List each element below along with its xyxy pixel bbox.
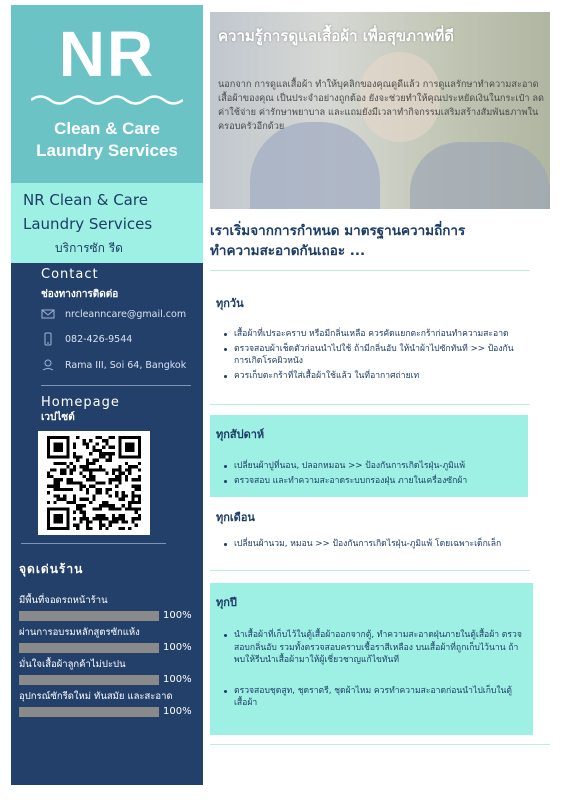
feature-item bbox=[19, 593, 204, 621]
schedule-list bbox=[234, 538, 534, 551]
divider bbox=[210, 404, 530, 405]
contact-title: Contact bbox=[41, 267, 99, 282]
feature-percent: 100% bbox=[163, 706, 192, 717]
feature-item bbox=[19, 689, 204, 717]
logo-tagline-2: Laundry Services bbox=[36, 141, 178, 160]
logo-text: NR bbox=[58, 18, 156, 90]
schedule-list bbox=[234, 328, 524, 382]
feature-percent: 100% bbox=[163, 674, 192, 685]
homepage-title: Homepage bbox=[41, 395, 120, 410]
divider bbox=[21, 543, 166, 544]
business-name-line-1: NR Clean & Care bbox=[23, 191, 148, 209]
hero-title: ความรู้การดูแลเสื้อผ้า เพื่อสุขภาพที่ดี bbox=[218, 27, 454, 45]
contact-phone-text: 082-426-9544 bbox=[65, 333, 133, 345]
feature-item bbox=[19, 625, 204, 653]
feature-progress-track bbox=[19, 611, 159, 621]
feature-progress bbox=[19, 674, 204, 685]
schedule-title: ทุกเดือน bbox=[216, 511, 255, 524]
contact-address bbox=[41, 358, 186, 372]
feature-percent: 100% bbox=[163, 642, 192, 653]
contact-phone[interactable] bbox=[41, 332, 132, 346]
schedule-headline bbox=[210, 221, 540, 261]
feature-progress-fill bbox=[19, 675, 159, 685]
logo-tagline-1: Clean & Care bbox=[54, 119, 160, 138]
contact-email-text: nrcleanncare@gmail.com bbox=[65, 308, 187, 320]
hero-text: นอกจาก การดูแลเสื้อผ้า ทำให้บุคลิกของคุณดูดีแล้ว การดูแลรักษาทำความสะอาดเสื้อผ้าของคุณ เป็นประจำอย่างถูกต้อง ยังจะช่วยทำให้คุณประหยัดเงินในกระเป๋า ลดค่าใช้จ่าย ค่ารักษาพยาบาล และแถมยังมีเวลาทำกิจกรรมเสริมสร้างสัมพันธภาพในครอบครัวอีกด้วย bbox=[218, 79, 544, 132]
hero-banner bbox=[210, 12, 550, 209]
divider bbox=[41, 385, 191, 386]
schedule-item: เปลี่ยนผ้านวม, หมอน >> ป้องกันการเกิดไรฝุ่น-ภูมิแพ้ โดยเฉพาะเด็กเล็ก bbox=[234, 538, 534, 551]
schedule-title: ทุกวัน bbox=[216, 297, 244, 310]
schedule-daily bbox=[210, 282, 540, 402]
features-title: จุดเด่นร้าน bbox=[19, 562, 84, 576]
location-icon bbox=[41, 358, 55, 372]
qr-code[interactable] bbox=[38, 431, 150, 535]
schedule-title: ทุกสัปดาห์ bbox=[216, 428, 265, 441]
schedule-monthly bbox=[210, 500, 540, 570]
sidebar bbox=[11, 5, 203, 785]
feature-progress bbox=[19, 610, 204, 621]
feature-progress bbox=[19, 642, 204, 653]
schedule-item: ตรวจสอบชุดสูท, ชุดราตรี, ชุดผ้าไหม ควรทำความสะอาดก่อนนำไปเก็บในตู้เสื้อผ้า bbox=[234, 685, 526, 710]
feature-progress-fill bbox=[19, 707, 159, 717]
feature-label: มั่นใจเสื้อผ้าลูกค้าไม่ปะปน bbox=[19, 659, 126, 670]
feature-label: มีพื้นที่จอดรถหน้าร้าน bbox=[19, 595, 108, 606]
schedule-weekly bbox=[210, 415, 528, 497]
schedule-title: ทุกปี bbox=[216, 596, 237, 609]
feature-item bbox=[19, 657, 204, 685]
contact-email[interactable] bbox=[41, 307, 186, 321]
business-name-line-2: Laundry Services bbox=[23, 215, 153, 233]
wave-icon bbox=[31, 93, 183, 107]
headline-line-1: เราเริ่มจากการกำหนด มาตรฐานความถี่การ bbox=[210, 223, 466, 239]
schedule-item: ควรเก็บตะกร้าที่ใส่เสื้อผ้าใช้แล้ว ในที่อากาศถ่ายเท bbox=[234, 370, 524, 383]
feature-progress-track bbox=[19, 675, 159, 685]
feature-progress-track bbox=[19, 707, 159, 717]
schedule-list bbox=[234, 629, 526, 710]
brand-logo bbox=[11, 5, 203, 195]
feature-progress-fill bbox=[19, 611, 159, 621]
feature-label: ผ่านการอบรมหลักสูตรซักแห้ง bbox=[19, 627, 140, 638]
feature-progress bbox=[19, 706, 204, 717]
phone-icon bbox=[41, 332, 55, 346]
schedule-list bbox=[234, 460, 519, 487]
contact-address-text: Rama III, Soi 64, Bangkok bbox=[65, 359, 187, 371]
feature-label: อุปกรณ์ซักรีดใหม่ ทันสมัย และสะอาด bbox=[19, 691, 173, 702]
homepage-subtitle: เวปไซต์ bbox=[41, 412, 75, 423]
business-name-box bbox=[11, 183, 203, 263]
headline-line-2: ทำความสะอาดกันเถอะ ... bbox=[210, 243, 366, 259]
schedule-item: เสื้อผ้าที่เปรอะคราบ หรือมีกลิ่นเหลือ ควรคัดแยกตะกร้าก่อนทำความสะอาด bbox=[234, 328, 524, 341]
divider bbox=[210, 744, 550, 745]
feature-progress-track bbox=[19, 643, 159, 653]
schedule-item: เปลี่ยนผ้าปูที่นอน, ปลอกหมอน >> ป้องกันการเกิดไรฝุ่น-ภูมิแพ้ bbox=[234, 460, 519, 473]
schedule-item: ตรวจสอบผ้าเช็ดตัวก่อนนำไปใช้ ถ้ามีกลิ่นอับ ให้นำผ้าไปซักทันที >> ป้องกันการเกิดโรคผิวหนัง bbox=[234, 343, 524, 368]
contact-subtitle: ช่องทางการติดต่อ bbox=[41, 289, 119, 300]
feature-percent: 100% bbox=[163, 610, 192, 621]
schedule-yearly bbox=[210, 583, 533, 735]
qr-code-icon bbox=[43, 436, 145, 530]
schedule-item: ตรวจสอบ และทำความสะอาดระบบกรองฝุ่น ภายในเครื่องซักผ้า bbox=[234, 475, 519, 488]
divider bbox=[210, 270, 530, 271]
divider bbox=[210, 570, 530, 571]
business-name-thai: บริการซัก รีด bbox=[55, 241, 123, 255]
schedule-item: นำเสื้อผ้าที่เก็บไว้ในตู้เสื้อผ้าออกจากตู้, ทำความสะอาดฝุ่นภายในตู้เสื้อผ้า ตรวจสอบกลิ่นอับ รวมทั้งตรวจสอบคราบเชื้อราสีเหลือง บนเสื้อผ้าที่ถูกเก็บไว้นาน ถ้าพบให้รีบนำเสื้อผ้ามาให้ผู้เชี่ยวชาญแก้ไขทันที bbox=[234, 629, 526, 667]
mail-icon bbox=[41, 307, 55, 321]
feature-progress-fill bbox=[19, 643, 159, 653]
